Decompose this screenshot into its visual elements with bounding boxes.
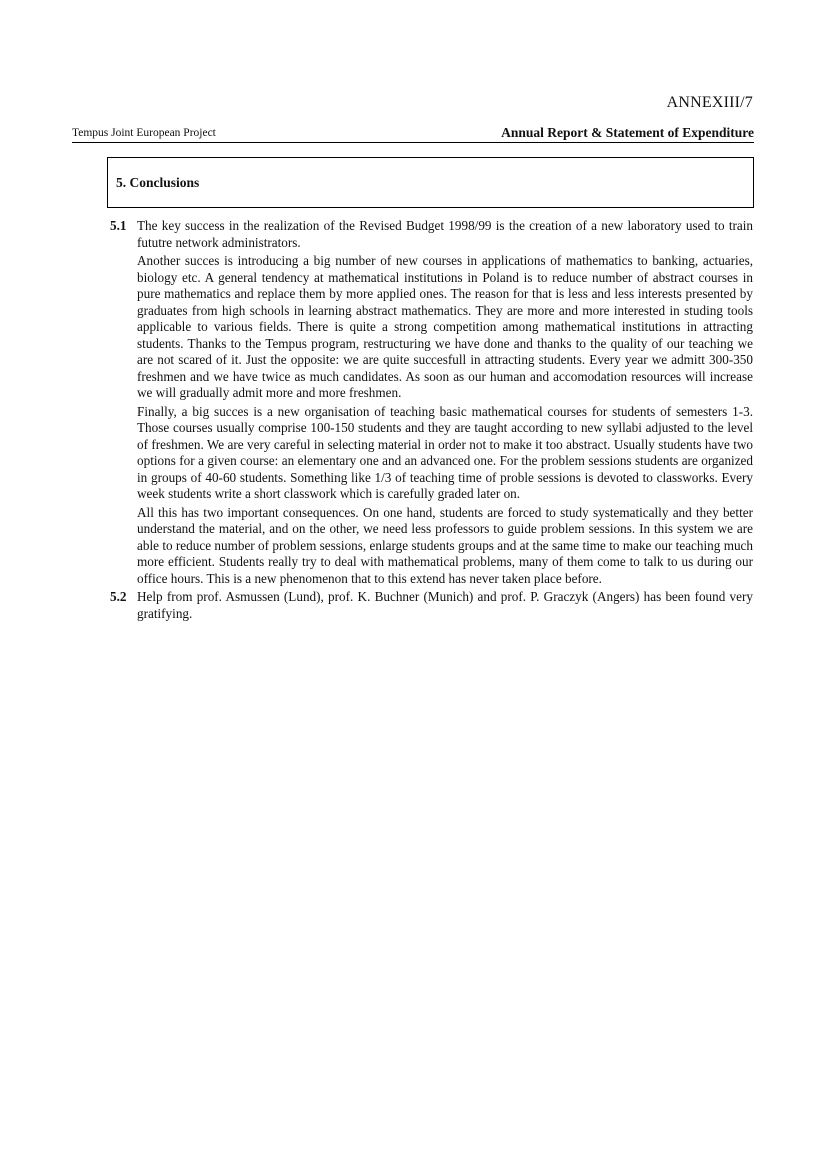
annex-label: ANNEXIII/7	[666, 94, 753, 111]
item-number: 5.2	[110, 589, 127, 604]
list-item-5-2	[110, 589, 753, 622]
item-number: 5.1	[110, 218, 127, 233]
section-title: 5. Conclusions	[116, 175, 200, 190]
running-head	[72, 127, 754, 143]
paragraph: Finally, a big succes is a new organisation of teaching basic mathematical courses for students of semesters 1-3. Those courses usually comprise 100-150 students and they are taught according to new syllabi adjusted to the level of freshmen. We are very careful in selecting material in order not to make it too abstract. Usually students have two options for a given course: an elementary one and an advanced one. For the problem sessions students are organized in groups of 40-60 students. Something like 1/3 of teaching time of proble sessions is devoted to classworks. Every week students write a short classwork which is carefully graded later on.	[137, 403, 753, 501]
document-body	[110, 218, 753, 624]
paragraph: Help from prof. Asmussen (Lund), prof. K. Buchner (Munich) and prof. P. Graczyk (Angers) has been found very gratifying.	[137, 589, 753, 621]
section-heading-box	[107, 157, 754, 208]
paragraph: The key success in the realization of the Revised Budget 1998/99 is the creation of a new laboratory used to train fututre network administrators.	[137, 218, 753, 250]
paragraph: Another succes is introducing a big number of new courses in applications of mathematics to banking, actuaries, biology etc. A general tendency at mathematical institutions in Poland is to reduce number of abstract courses in pure mathematics and replace them by more applied ones. The reason for that is less and less interests presented by graduates from high schools in learning abstract mathematics. They are more and more interested in studing tools applicable to various fields. There is quite a strong competition among mathematical institutions in attracting students. Thanks to the Tempus program, restructuring we have done and thanks to the quality of our teaching we are not scared of it. Just the opposite: we are quite succesfull in attracting students. Every year we admitt 300-350 freshmen and we have twice as much candidates. As soon as our human and accomodation resources will increase we will gradually admit more and more freshmen.	[137, 253, 753, 400]
list-item-5-1	[110, 218, 753, 587]
paragraph: All this has two important consequences. On one hand, students are forced to study systematically and they better understand the material, and on the other, we need less professors to guide problem sessions. In this system we are able to reduce number of problem sessions, enlarge students groups and at the same time to make our teaching much more efficient. Students really try to deal with mathematical problems, many of them come to talk to us during our office hours. This is a new phenomenon that to this extend has never taken place before.	[137, 504, 753, 586]
running-head-left: Tempus Joint European Project	[72, 127, 216, 139]
running-head-right: Annual Report & Statement of Expenditure	[501, 125, 754, 140]
